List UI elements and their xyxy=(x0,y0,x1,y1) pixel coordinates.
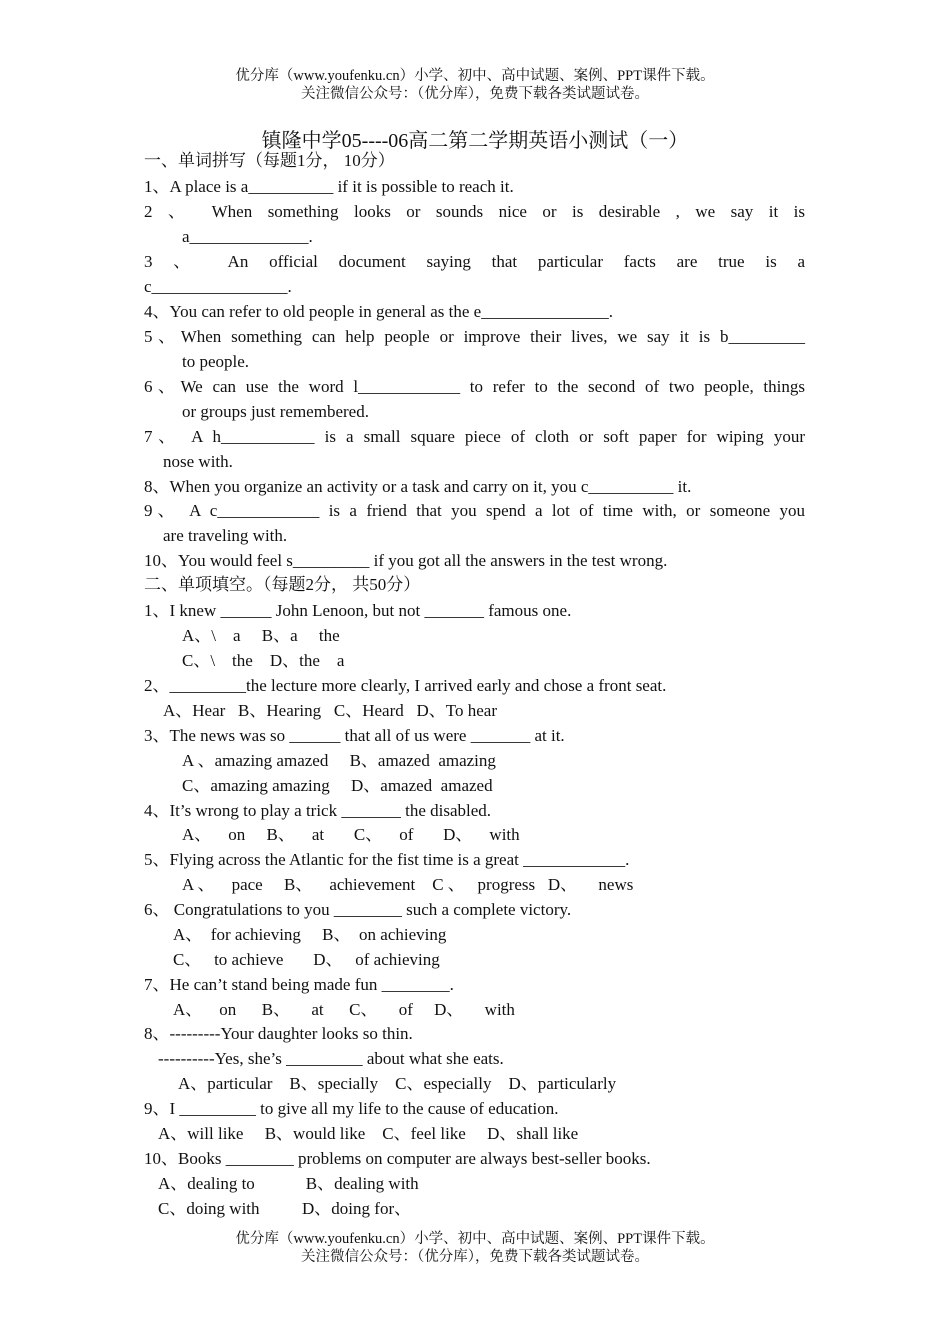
question-line: to people. xyxy=(182,352,250,371)
option-line: C、 to achieve D、 of achieving xyxy=(173,950,440,969)
option-line: A、 on B、 at C、 of D、 with xyxy=(182,825,520,844)
page-title: 镇隆中学05----06高二第二学期英语小测试（一） xyxy=(261,130,689,152)
option-line: A、 for achieving B、 on achieving xyxy=(173,925,447,944)
question-line: 1、I knew ______ John Lenoon, but not _______ famous one. xyxy=(144,601,572,620)
option-line: A 、 pace B、 achievement C 、 progress D、 news xyxy=(182,875,634,894)
question-line: 1、A place is a__________ if it is possible to reach it. xyxy=(144,177,514,196)
question-line: 7、He can’t stand being made fun ________. xyxy=(144,975,454,994)
option-line: A、particular B、specially C、especially D、particularly xyxy=(178,1074,617,1093)
option-line: C、amazing amazing D、amazed amazed xyxy=(182,776,493,795)
question-line: a______________. xyxy=(182,227,313,246)
section-2-heading: 二、单项填空。（每题2分， 共50分） xyxy=(144,575,421,594)
option-line: A、\ a B、a the xyxy=(182,626,340,645)
question-line: nose with. xyxy=(163,452,233,471)
question-line: 10、Books ________ problems on computer are always best-seller books. xyxy=(144,1149,651,1168)
question-line: c________________. xyxy=(144,277,292,296)
option-line: A、 on B、 at C、 of D、 with xyxy=(173,1000,515,1019)
question-line: 10、You would feel s_________ if you got all the answers in the test wrong. xyxy=(144,551,668,570)
question-line: 7、 A h___________ is a small square piece of cloth or soft paper for wiping your xyxy=(144,427,805,446)
footer-line-1: 优分库（www.youfenku.cn）小学、初中、高中试题、案例、PPT课件下载。 xyxy=(235,1231,715,1247)
question-line: 6、 Congratulations to you ________ such a complete victory. xyxy=(144,900,572,919)
footer-line-2: 关注微信公众号：（优分库），免费下载各类试题试卷。 xyxy=(301,1249,649,1265)
header-line-2: 关注微信公众号：（优分库），免费下载各类试题试卷。 xyxy=(301,86,649,102)
option-line: A 、amazing amazed B、amazed amazing xyxy=(182,751,496,770)
question-line: 5、Flying across the Atlantic for the fist time is a great ____________. xyxy=(144,850,630,869)
question-line: 4、It’s wrong to play a trick _______ the disabled. xyxy=(144,801,492,820)
header-line-1: 优分库（www.youfenku.cn）小学、初中、高中试题、案例、PPT课件下载。 xyxy=(235,68,715,84)
option-line: A、dealing to B、dealing with xyxy=(158,1174,419,1193)
question-line: ----------Yes, she’s _________ about what she eats. xyxy=(158,1049,504,1068)
question-line: 3、The news was so ______ that all of us were _______ at it. xyxy=(144,726,565,745)
question-line: 9、 A c____________ is a friend that you spend a lot of time with, or someone you xyxy=(144,501,805,520)
question-line: are traveling with. xyxy=(163,526,288,545)
question-line: 2、_________the lecture more clearly, I arrived early and chose a front seat. xyxy=(144,676,667,695)
option-line: C、\ the D、the a xyxy=(182,651,345,670)
question-line: 4、You can refer to old people in general as the e_______________. xyxy=(144,302,613,321)
section-1-heading: 一、单词拼写（每题1分， 10分） xyxy=(144,151,395,170)
question-line: or groups just remembered. xyxy=(182,402,369,421)
option-line: A、will like B、would like C、feel like D、shall like xyxy=(158,1124,579,1143)
option-line: C、doing with D、doing for、 xyxy=(158,1199,412,1218)
question-line: 8、---------Your daughter looks so thin. xyxy=(144,1024,413,1043)
option-line: A、Hear B、Hearing C、Heard D、To hear xyxy=(163,701,497,720)
question-line: 8、When you organize an activity or a task and carry on it, you c__________ it. xyxy=(144,477,692,496)
question-line: 9、I _________ to give all my life to the cause of education. xyxy=(144,1099,559,1118)
question-line: 2 、 When something looks or sounds nice or is desirable , we say it is xyxy=(144,202,805,221)
question-line: 3 、 An official document saying that particular facts are true is a xyxy=(144,252,805,271)
question-line: 5、When something can help people or improve their lives, we say it is b_________ xyxy=(144,327,805,346)
question-line: 6、We can use the word l____________ to refer to the second of two people, things xyxy=(144,377,805,396)
